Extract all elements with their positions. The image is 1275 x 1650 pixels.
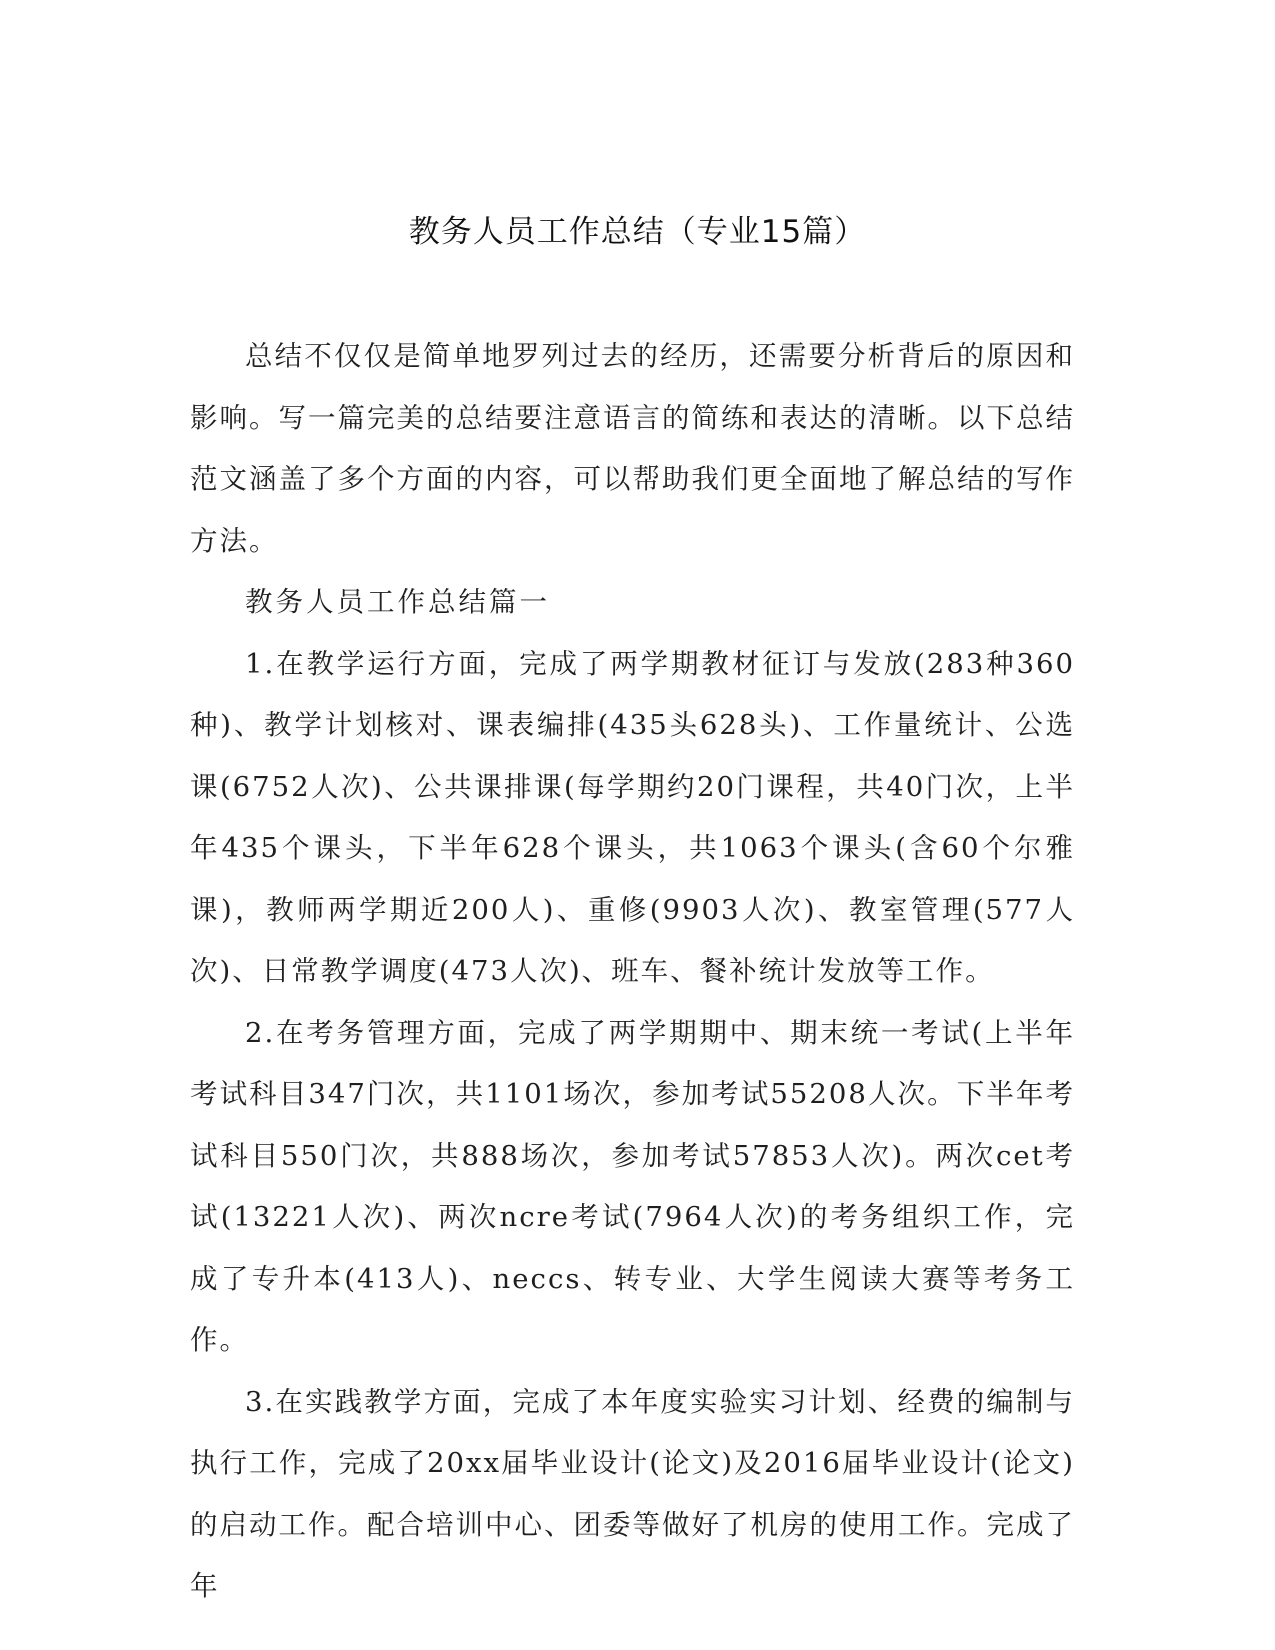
paragraph-exam-management: 2.在考务管理方面，完成了两学期期中、期末统一考试(上半年考试科目347门次，共1101场次，参加考试55208人次。下半年考试科目550门次，共888场次，参加考试57853人次)。两次cet考试(13221人次)、两次ncre考试(7964人次)的考务组织工作，完成了专升本(413人)、neccs、转专业、大学生阅读大赛等考务工作。 <box>190 1016 1075 1356</box>
document-body <box>190 326 1075 1618</box>
paragraph-practical-teaching: 3.在实践教学方面，完成了本年度实验实习计划、经费的编制与执行工作，完成了20xx届毕业设计(论文)及2016届毕业设计(论文)的启动工作。配合培训中心、团委等做好了机房的使用工作。完成了年 <box>190 1385 1075 1602</box>
section-heading: 教务人员工作总结篇一 <box>245 586 550 618</box>
paragraph-teaching-operations: 1.在教学运行方面，完成了两学期教材征订与发放(283种360种)、教学计划核对、课表编排(435头628头)、工作量统计、公选课(6752人次)、公共课排课(每学期约20门课程，共40门次，上半年435个课头，下半年628个课头，共1063个课头(含60个尔雅课)，教师两学期近200人)、重修(9903人次)、教室管理(577人次)、日常教学调度(473人次)、班车、餐补统计发放等工作。 <box>190 647 1075 987</box>
document-title: 教务人员工作总结（专业15篇） <box>408 214 867 250</box>
intro-paragraph: 总结不仅仅是简单地罗列过去的经历，还需要分析背后的原因和影响。写一篇完美的总结要注意语言的简练和表达的清晰。以下总结范文涵盖了多个方面的内容，可以帮助我们更全面地了解总结的写作方法。 <box>190 340 1075 557</box>
